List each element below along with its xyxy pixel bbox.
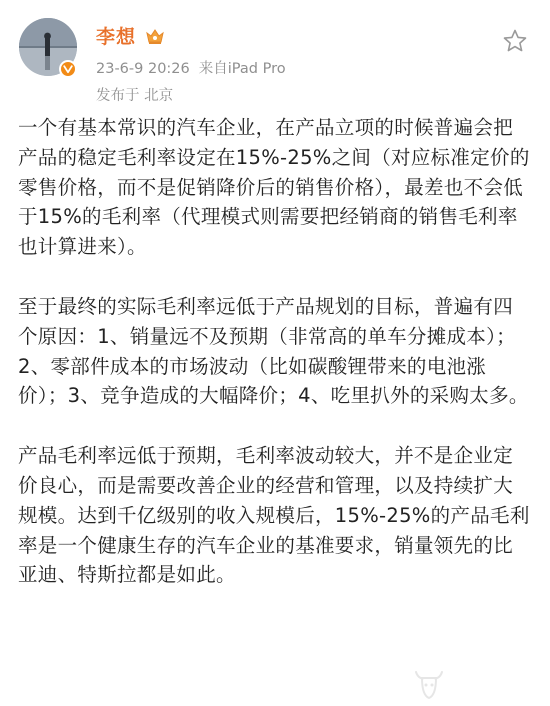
- post-date: 23-6-9 20:26: [96, 61, 190, 77]
- paragraph-2: 至于最终的实际毛利率远低于产品规划的目标，普遍有四个原因：1、销量远不及预期（非常高的单车分摊成本）；2、零部件成本的市场波动（比如碳酸锂带来的电池涨价）；3、竞争造成的大幅降价；4、吃里扒外的采购太多。: [18, 294, 529, 408]
- ox-watermark-icon: [412, 666, 446, 702]
- post-body: [18, 113, 532, 590]
- star-outline-icon[interactable]: [502, 28, 528, 54]
- verified-v-icon: [63, 64, 73, 74]
- verified-badge: [59, 60, 77, 78]
- post-location: 发布于 北京: [96, 88, 174, 104]
- paragraph-1: 一个有基本常识的汽车企业，在产品立项的时候普遍会把产品的稳定毛利率设定在15%-25%之间（对应标准定价的零售价格，而不是促销降价后的销售价格），最差也不会低于15%的毛利率（代理模式则需要把经销商的销售毛利率也计算进来）。: [18, 116, 530, 259]
- crown-icon: [145, 27, 165, 45]
- post-meta: [96, 57, 295, 78]
- post-source: 来自iPad Pro: [198, 61, 286, 77]
- paragraph-3: 产品毛利率远低于预期，毛利率波动较大，并不是企业定价良心，而是需要改善企业的经营和管理，以及持续扩大规模。达到千亿级别的收入规模后，15%-25%的产品毛利率是一个健康生存的汽车企业的基准要求，销量领先的比亚迪、特斯拉都是如此。: [18, 444, 530, 587]
- post-header: [0, 0, 550, 110]
- author-name[interactable]: 李想: [96, 26, 137, 48]
